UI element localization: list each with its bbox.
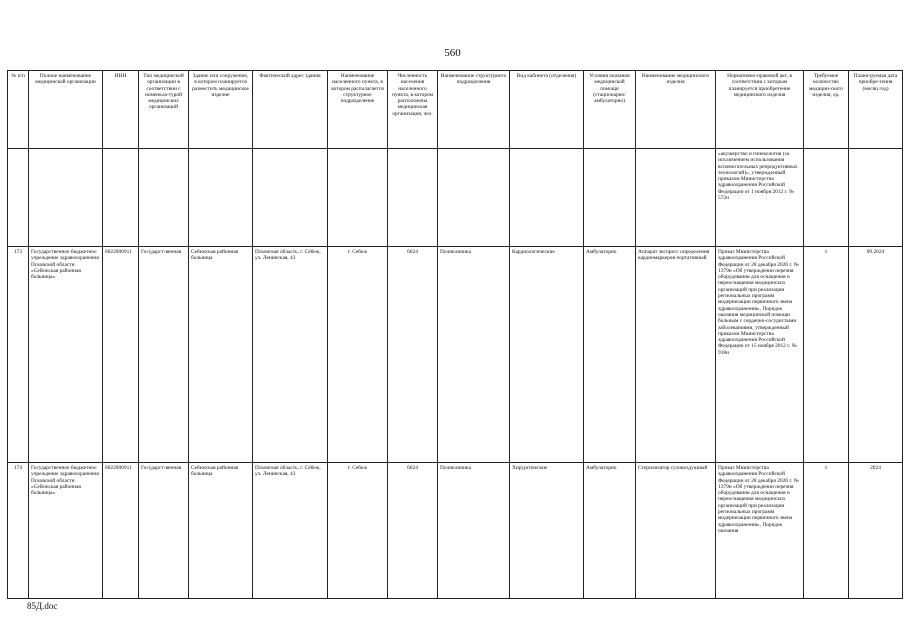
row-type: Государст-венная — [139, 247, 189, 463]
row-act: Приказ Министерства здравоохранения Российской Федерации от 28 декабря 2020 г. № 1379н «Об утверждении перечня оборудования для оснащения и переоснащения медицинских организаций при реализации региональных программ модернизации первичного звена здравоохранения», Порядок оказания медицинской помощи больным с сердечно-сосудистыми заболеваниями, утвержденный приказом Министерства здравоохранения Российской Федерации от 15 ноября 2012 г. № 918н — [716, 247, 804, 463]
col-header-num: № п/п — [8, 71, 29, 149]
col-header-locality: Наименование населенного пункта, в котором располагается структурное подразделение — [328, 71, 388, 149]
table-row — [8, 149, 903, 247]
equipment-table — [7, 70, 903, 599]
row-cabinet: Хирургические — [510, 463, 584, 599]
row-building: Себежская районная больница — [189, 463, 253, 599]
row-address: Псковская область, г. Себеж, ул. Ленинская, 43 — [253, 463, 328, 599]
row-subdivision: Поликлиника — [438, 463, 510, 599]
col-header-org: Полное наименование медицинской организации — [29, 71, 103, 149]
row-act: Приказ Министерства здравоохранения Российской Федерации от 28 декабря 2020 г. № 1379н «Об утверждении перечня оборудования для оснащения и переоснащения медицинских организаций при реализации региональных программ модернизации первичного звена здравоохранения», Порядок оказания — [716, 463, 804, 599]
row-conditions: Амбулаторно — [584, 463, 636, 599]
row-building: Себежская районная больница — [189, 247, 253, 463]
col-header-act: Нормативно-правовой акт, в соответствии с которым планируется приобретение медицинского изделия — [716, 71, 804, 149]
row-type: Государст-венная — [139, 463, 189, 599]
row-org: Государственное бюджетное учреждение здравоохранения Псковской области «Себежская районная больница» — [29, 463, 103, 599]
continuation-act-cell: «акушерство и гинекология (за исключением использования вспомогательных репродуктивных технологий)», утвержденный приказом Министерства здравоохранения Российской Федерации от 1 ноября 2012 г. № 572н — [716, 149, 804, 247]
row-device: Аппарат экспресс определения кардиомаркеров портативный — [636, 247, 716, 463]
row-population: 6024 — [388, 247, 438, 463]
col-header-inn: ИНН — [103, 71, 139, 149]
page-number: 560 — [444, 47, 461, 59]
row-qty: 1 — [804, 247, 849, 463]
row-population: 6024 — [388, 463, 438, 599]
row-locality: г. Себеж — [328, 463, 388, 599]
row-device: Стерилизатор суховоздушный — [636, 463, 716, 599]
row-address: Псковская область, г. Себеж, ул. Ленинская, 43 — [253, 247, 328, 463]
col-header-building: Здание или сооружение, в котором планируется разместить медицинское изделие — [189, 71, 253, 149]
footer-filename: 85Д.doc — [27, 601, 58, 611]
row-date: 09.2024 — [849, 247, 903, 463]
row-cabinet: Кардиологические — [510, 247, 584, 463]
row-subdivision: Поликлиника — [438, 247, 510, 463]
row-num: 173 — [8, 247, 29, 463]
col-header-date: Плани-руемая дата приобре-тения (месяц год) — [849, 71, 903, 149]
row-qty: 1 — [804, 463, 849, 599]
col-header-cabinet: Вид кабинета (отделения) — [510, 71, 584, 149]
row-conditions: Амбулаторно — [584, 247, 636, 463]
col-header-subdivision: Наименование структурного подразделения — [438, 71, 510, 149]
row-org: Государственное бюджетное учреждение здравоохранения Псковской области «Себежская районная больница» — [29, 247, 103, 463]
col-header-population: Численность населения населенного пункта, в котором расположена медицинская организация, чел. — [388, 71, 438, 149]
col-header-type: Тип медицинской организации в соответствии с номенкла-турой медицинских организаций — [139, 71, 189, 149]
col-header-conditions: Условия оказания медицинской помощи (стационарно/амбулаторно) — [584, 71, 636, 149]
col-header-address: Фактический адрес здания — [253, 71, 328, 149]
row-num: 174 — [8, 463, 29, 599]
col-header-qty: Требуемое количество медицин-ского изделия, ед. — [804, 71, 849, 149]
row-date: 2024 — [849, 463, 903, 599]
table-row — [8, 463, 903, 599]
table-row — [8, 247, 903, 463]
row-locality: г. Себеж — [328, 247, 388, 463]
row-inn: 6022000911 — [103, 463, 139, 599]
header-row — [8, 71, 903, 149]
col-header-device: Наименование медицинского изделия — [636, 71, 716, 149]
row-inn: 6022000911 — [103, 247, 139, 463]
